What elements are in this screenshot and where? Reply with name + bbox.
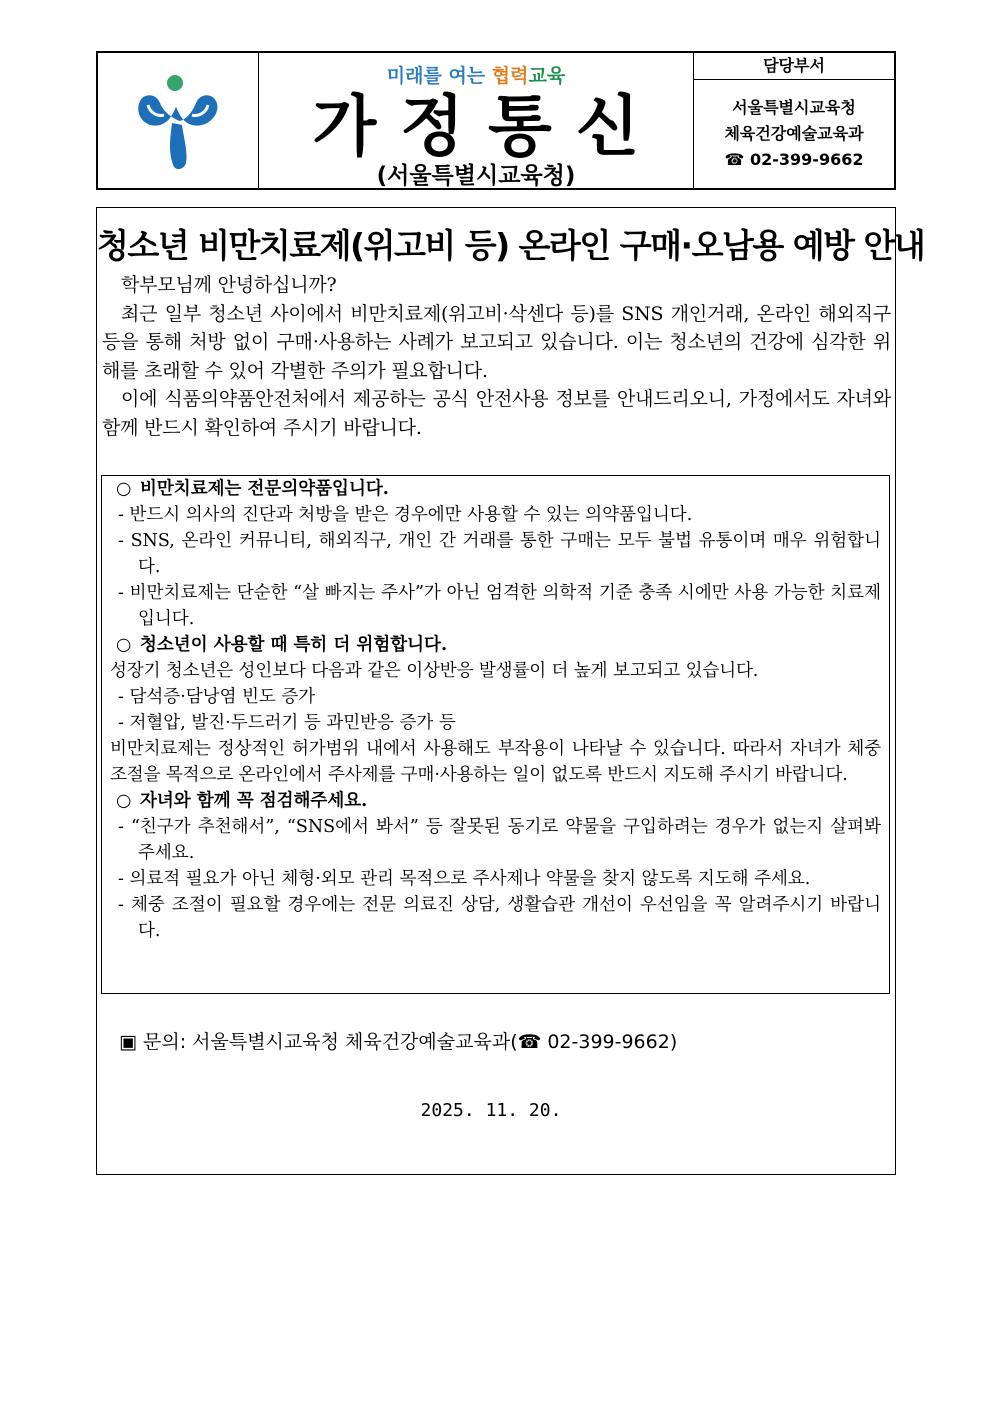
list-item: - “친구가 추천해서”, “SNS에서 봐서” 등 잘못된 동기로 약물을 구입하려는 경우가 없는지 살펴봐 주세요. — [118, 817, 881, 863]
list-item: - 담석증·담낭염 빈도 증가 — [118, 687, 316, 707]
list-item: - 비만치료제는 단순한 “살 빠지는 주사”가 아닌 엄격한 의학적 기준 충족 시에만 사용 가능한 치료제입니다. — [118, 583, 881, 629]
section-heading-text: 청소년이 사용할 때 특히 더 위험합니다. — [140, 635, 448, 655]
list-item: - 반드시 의사의 진단과 처방을 받은 경우에만 사용할 수 있는 의약품입니다. — [118, 505, 693, 525]
issue-date: 2025. 11. 20. — [420, 1100, 562, 1121]
notice-body — [96, 207, 925, 1175]
title-cell — [259, 53, 694, 188]
section-heading-text: 비만치료제는 전문의약품입니다. — [140, 479, 389, 499]
slogan-part3: 교육 — [528, 65, 566, 87]
list-item: - 의료적 필요가 아닌 체형·외모 관리 목적으로 주사제나 약물을 찾지 않도록 지도해 주세요. — [118, 869, 811, 889]
section-heading-3 — [110, 788, 881, 814]
bullet-circle: ○ — [116, 791, 132, 811]
logo-cell — [98, 53, 259, 188]
list-item: - 체중 조절이 필요할 경우에는 전문 의료진 상담, 생활습관 개선이 우선임을 꼭 알려주시기 바랍니다. — [118, 895, 881, 941]
section-heading-2 — [110, 632, 881, 658]
list-item: - SNS, 온라인 커뮤니티, 해외직구, 개인 간 거래를 통한 구매는 모두 불법 유통이며 매우 위험합니다. — [118, 531, 881, 577]
department-info — [694, 80, 894, 173]
intro-text — [102, 271, 891, 442]
department-division: 체육건강예술교육과 — [724, 124, 864, 143]
bullet-circle: ○ — [116, 635, 132, 655]
intro-paragraph-2: 이에 식품의약품안전처에서 제공하는 공식 안전사용 정보를 안내드리오니, 가정에서도 자녀와 함께 반드시 확인하여 주시기 바랍니다. — [102, 388, 891, 439]
slogan-part1: 미래를 여는 — [386, 65, 492, 87]
seoul-education-logo-icon — [130, 69, 226, 173]
department-cell — [694, 53, 894, 188]
section-heading-1 — [110, 476, 881, 502]
document-title: 청소년 비만치료제(위고비 등) 온라인 구매·오남용 예방 안내 — [97, 226, 925, 265]
section-heading-text: 자녀와 함께 꼭 점검해주세요. — [140, 791, 368, 811]
list-item: - 저혈압, 발진·두드러기 등 과민반응 증가 등 — [118, 713, 456, 733]
slogan-part2: 협력 — [491, 65, 529, 87]
bullet-circle: ○ — [116, 479, 132, 499]
slogan — [259, 61, 693, 88]
page-title: 가정통신 — [312, 88, 664, 165]
info-box — [101, 475, 890, 994]
department-label: 담당부서 — [694, 53, 894, 80]
page-subtitle: (서울특별시교육청) — [376, 163, 576, 189]
intro-paragraph-1: 최근 일부 청소년 사이에서 비만치료제(위고비·삭센다 등)를 SNS 개인거래, 온라인 해외직구 등을 통해 처방 없이 구매·사용하는 사례가 보고되고 있습니다. 이는 청소년의 건강에 심각한 위해를 초래할 수 있어 각별한 주의가 필요합니다. — [102, 302, 891, 382]
greeting: 학부모님께 안녕하십니까? — [121, 274, 337, 296]
letter-header — [96, 51, 896, 190]
department-phone: ☎ 02-399-9662 — [724, 150, 864, 169]
department-org: 서울특별시교육청 — [732, 98, 856, 117]
section-text: 성장기 청소년은 성인보다 다음과 같은 이상반응 발생률이 더 높게 보고되고 있습니다. — [110, 661, 759, 681]
section-text: 비만치료제는 정상적인 허가범위 내에서 사용해도 부작용이 나타날 수 있습니다. 따라서 자녀가 체중 조절을 목적으로 온라인에서 주사제를 구매·사용하는 일이 없도록 반드시 지도해 주시기 바랍니다. — [110, 739, 881, 785]
contact-info: ▣ 문의: 서울특별시교육청 체육건강예술교육과(☎ 02-399-9662) — [119, 1031, 678, 1053]
